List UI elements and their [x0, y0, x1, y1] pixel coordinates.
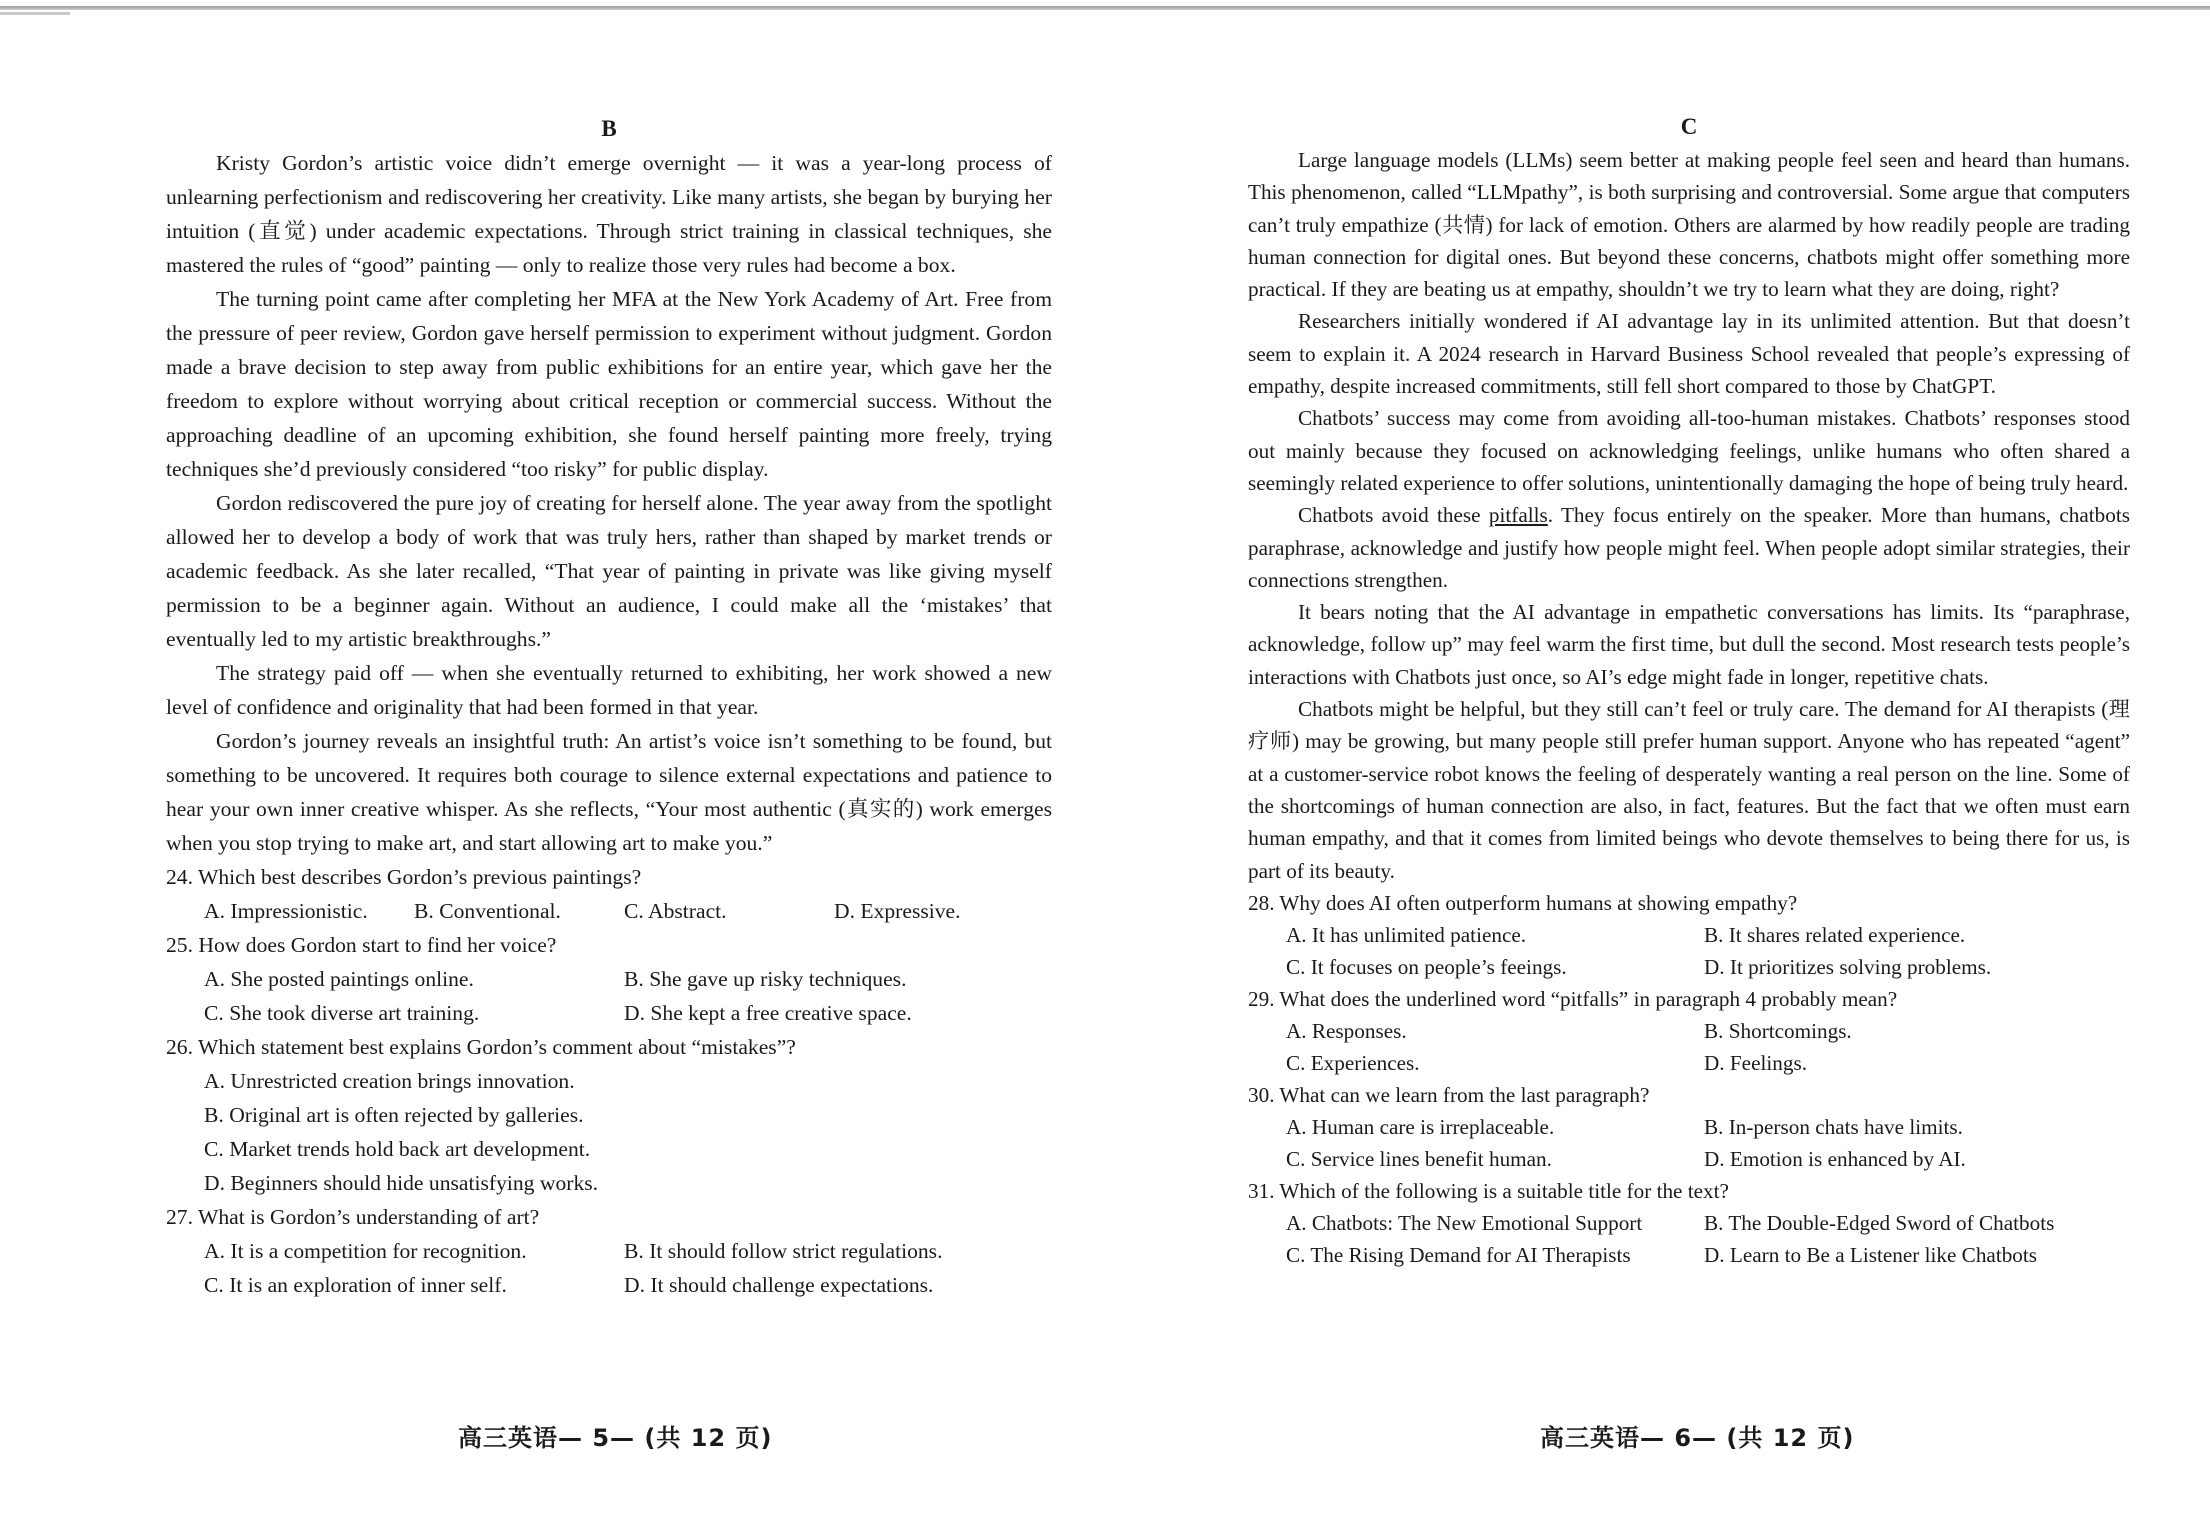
answer-option: C. Experiences.: [1286, 1050, 1420, 1075]
question-stem: 30. What can we learn from the last paragraph?: [1248, 1082, 1650, 1107]
page-footer: 高三英语— 5— (共 12 页): [458, 1424, 773, 1452]
answer-option: D. Beginners should hide unsatisfying works.: [204, 1171, 599, 1195]
answer-option: D. Expressive.: [834, 899, 961, 923]
question-stem: 25. How does Gordon start to find her voice?: [166, 933, 557, 957]
question-24: [166, 860, 1052, 928]
paragraph: Kristy Gordon’s artistic voice didn’t emerge overnight — it was a year-long process of unlearning perfectionism and rediscovering her creativity. Like many artists, she began by burying her intuition (直觉) under academic expectations. Through strict training in classical techniques, she mastered the rules of “good” painting — only to realize those very rules had become a box.: [166, 151, 1052, 277]
answer-option: C. Market trends hold back art development.: [204, 1137, 591, 1161]
paragraph: Gordon rediscovered the pure joy of creating for herself alone. The year away from the spotlight allowed her to develop a body of work that was truly hers, rather than shaped by market trends or academic feedback. As she later recalled, “That year of painting in private was like giving myself permission to be a beginner again. Without an audience, I could make all the ‘mistakes’ that eventually led to my artistic breakthroughs.”: [166, 491, 1052, 651]
answer-option: A. Human care is irreplaceable.: [1286, 1114, 1555, 1139]
question-29: [1248, 983, 2130, 1079]
question-26: [166, 1030, 1052, 1200]
paragraph: Large language models (LLMs) seem better at making people feel seen and heard than humans. This phenomenon, called “LLMpathy”, is both surprising and controversial. Some argue that computers can’t truly empathize (共情) for lack of emotion. Others are alarmed by how readily people are trading human connection for digital ones. But beyond these concerns, chatbots might offer something more practical. If they are beating us at empathy, shouldn’t we try to learn what they are doing, right?: [1248, 148, 2130, 302]
question-stem: 29. What does the underlined word “pitfalls” in paragraph 4 probably mean?: [1248, 986, 1898, 1011]
answer-option: A. She posted paintings online.: [204, 967, 474, 991]
page-top-border-mark: [0, 12, 70, 15]
answer-options: [166, 894, 1052, 928]
answer-option: A. It is a competition for recognition.: [204, 1239, 527, 1263]
answer-option: C. It focuses on people’s feeings.: [1286, 954, 1567, 979]
answer-options: [1248, 1207, 2130, 1271]
answer-option: D. Feelings.: [1704, 1050, 1807, 1075]
section-title: C: [1680, 114, 1698, 139]
question-25: [166, 928, 1052, 1030]
question-stem: 24. Which best describes Gordon’s previous paintings?: [166, 865, 642, 889]
section-c: [1248, 110, 2130, 1271]
question-28: [1248, 887, 2130, 983]
paragraph: Chatbots might be helpful, but they still can’t feel or truly care. The demand for AI therapists (理疗师) may be growing, but many people still prefer human support. Anyone who has repeated “agent” at a customer-service robot knows the feeling of desperately wanting a real person on the line. Some of the shortcomings of human connection are also, in fact, features. But the fact that we often must earn human empathy, and that it comes from limited beings who devote themselves to being there for us, is part of its beauty.: [1248, 697, 2130, 883]
answer-option: A. Unrestricted creation brings innovation.: [204, 1069, 575, 1093]
answer-option: B. It shares related experience.: [1704, 922, 1966, 947]
paragraph: Researchers initially wondered if AI advantage lay in its unlimited attention. But that doesn’t seem to explain it. A 2024 research in Harvard Business School revealed that people’s expressing of empathy, despite increased commitments, still fell short compared to those by ChatGPT.: [1248, 309, 2130, 399]
answer-option: D. It should challenge expectations.: [624, 1273, 934, 1297]
question-27: [166, 1200, 1052, 1302]
question-stem: 27. What is Gordon’s understanding of art?: [166, 1205, 540, 1229]
answer-option: C. Abstract.: [624, 899, 727, 923]
answer-option: B. Shortcomings.: [1704, 1018, 1852, 1043]
paragraph: The turning point came after completing her MFA at the New York Academy of Art. Free from the pressure of peer review, Gordon gave herself permission to experiment without judgment. Gordon made a brave decision to step away from public exhibitions for an entire year, which gave her the freedom to explore without worrying about critical reception or commercial success. Without the approaching deadline of an upcoming exhibition, she found herself painting more freely, trying techniques she’d previously considered “too risky” for public display.: [166, 287, 1052, 481]
answer-option: B. It should follow strict regulations.: [624, 1239, 943, 1263]
answer-option: A. Impressionistic.: [204, 899, 368, 923]
paragraph-pitfalls: [1248, 499, 2130, 596]
answer-option: C. She took diverse art training.: [204, 1001, 480, 1025]
page-top-border: [0, 6, 2210, 10]
answer-option: C. It is an exploration of inner self.: [204, 1273, 507, 1297]
answer-options: [166, 1234, 1052, 1302]
underlined-word: pitfalls: [1488, 503, 1548, 528]
answer-option: B. She gave up risky techniques.: [624, 967, 907, 991]
answer-option: D. It prioritizes solving problems.: [1704, 954, 1992, 979]
question-30: [1248, 1079, 2130, 1175]
paragraph: Gordon’s journey reveals an insightful truth: An artist’s voice isn’t something to be found, but something to be uncovered. It requires both courage to silence external expectations and patience to hear your own inner creative whisper. As she reflects, “Your most authentic (真实的) work emerges when you stop trying to make art, and start allowing art to make you.”: [166, 729, 1052, 855]
question-stem: 26. Which statement best explains Gordon’s comment about “mistakes”?: [166, 1035, 796, 1059]
answer-option: B. Conventional.: [414, 899, 561, 923]
answer-option: B. Original art is often rejected by galleries.: [204, 1103, 584, 1127]
answer-option: A. It has unlimited patience.: [1286, 922, 1527, 947]
answer-option: B. The Double-Edged Sword of Chatbots: [1704, 1210, 2055, 1235]
answer-option: A. Responses.: [1286, 1018, 1407, 1043]
answer-option: D. Emotion is enhanced by AI.: [1704, 1146, 1966, 1171]
answer-option: D. Learn to Be a Listener like Chatbots: [1704, 1242, 2038, 1267]
paragraph: Chatbots’ success may come from avoiding all-too-human mistakes. Chatbots’ responses stood out mainly because they focused on acknowledging feelings, unlike humans who often shared a seemingly related experience to offer solutions, unintentionally damaging the hope of being truly heard.: [1248, 406, 2130, 495]
answer-option: C. The Rising Demand for AI Therapists: [1286, 1242, 1631, 1267]
question-31: [1248, 1175, 2130, 1271]
answer-options: [1248, 919, 2130, 983]
answer-options: [1248, 1111, 2130, 1175]
section-b: [166, 112, 1052, 1302]
section-title: B: [601, 116, 617, 141]
paragraph-text: . They focus entirely on the speaker. More than humans, chatbots paraphrase, acknowledge and justify how people might feel. When people adopt similar strategies, their connections strengthen.: [1248, 503, 2130, 592]
question-stem: 31. Which of the following is a suitable title for the text?: [1248, 1178, 1729, 1203]
answer-option: A. Chatbots: The New Emotional Support: [1286, 1210, 1643, 1235]
answer-option: B. In-person chats have limits.: [1704, 1114, 1963, 1139]
paragraph-text: Chatbots avoid these: [1298, 503, 1489, 528]
answer-options: [166, 962, 1052, 1030]
page-footer: 高三英语— 6— (共 12 页): [1540, 1424, 1855, 1452]
answer-options: [166, 1064, 1052, 1200]
answer-option: D. She kept a free creative space.: [624, 1001, 912, 1025]
answer-option: C. Service lines benefit human.: [1286, 1146, 1552, 1171]
question-stem: 28. Why does AI often outperform humans at showing empathy?: [1248, 890, 1798, 915]
paragraph: The strategy paid off — when she eventually returned to exhibiting, her work showed a new level of confidence and originality that had been formed in that year.: [166, 661, 1052, 719]
paragraph: It bears noting that the AI advantage in empathetic conversations has limits. Its “paraphrase, acknowledge, follow up” may feel warm the first time, but dull the second. Most research tests people’s interactions with Chatbots just once, so AI’s edge might fade in longer, repetitive chats.: [1248, 600, 2130, 689]
answer-options: [1248, 1015, 2130, 1079]
